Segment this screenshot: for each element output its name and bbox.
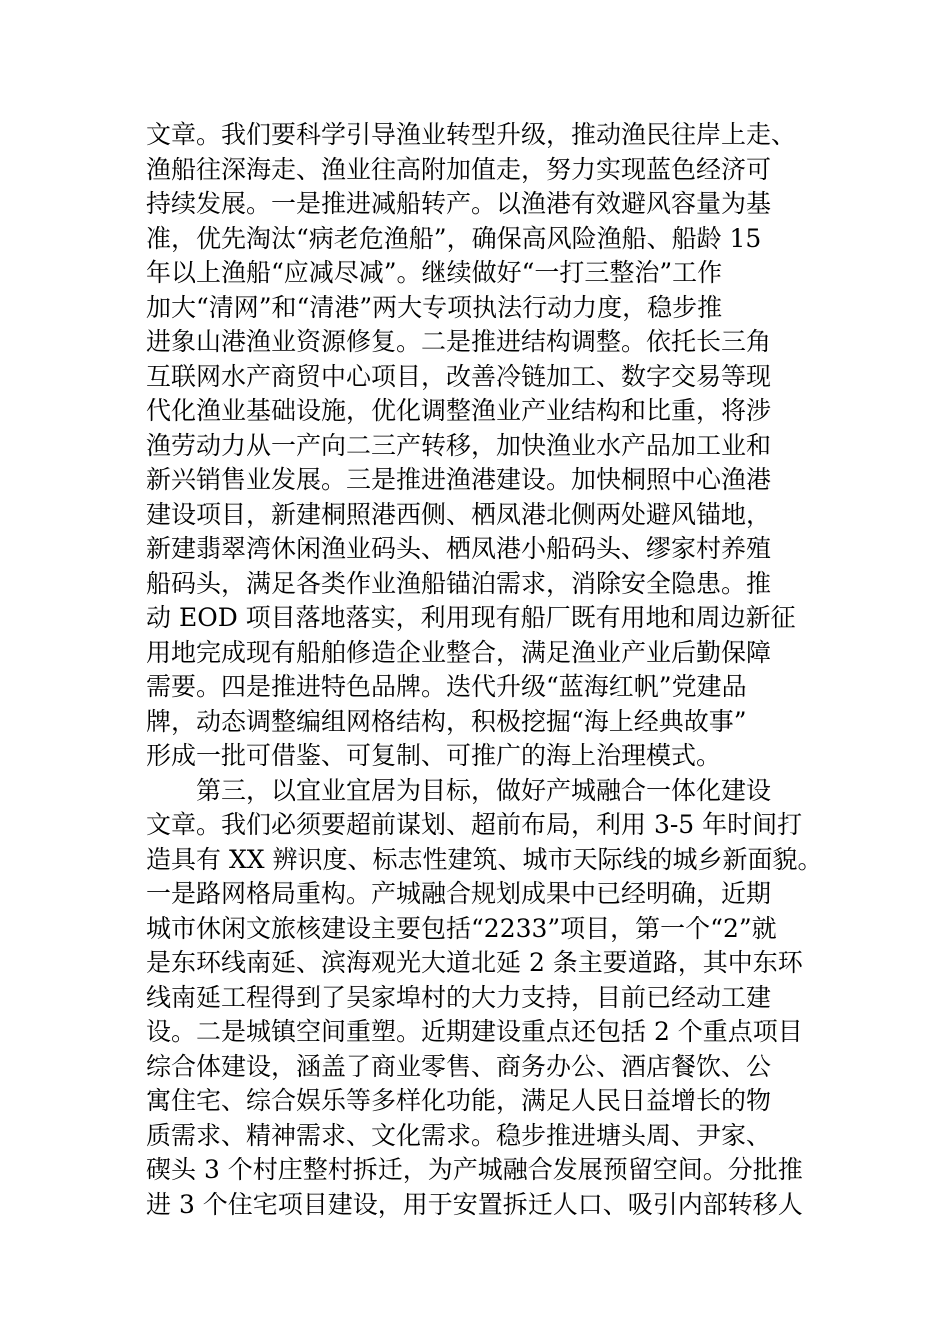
text-line: 进象山港渔业资源修复。二是推进结构调整。依托长三角	[146, 327, 772, 356]
text-line: 建设项目，新建桐照港西侧、栖凤港北侧两处避风锚地，	[146, 499, 772, 529]
text-line: 牌，动态调整编组网格结构，积极挖掘“海上经典故事”	[146, 706, 747, 736]
text-line: 形成一批可借鉴、可复制、可推广的海上治理模式。	[146, 741, 722, 770]
text-line: 渔劳动力从一产向二三产转移，加快渔业水产品加工业和	[146, 430, 772, 460]
text-line: 综合体建设，涵盖了商业零售、商务办公、酒店餐饮、公	[146, 1051, 772, 1081]
text-line: 进 3 个住宅项目建设，用于安置拆迁人口、吸引内部转移人	[146, 1189, 803, 1219]
text-line: 年以上渔船“应减尽减”。继续做好“一打三整治”工作	[146, 258, 723, 287]
text-line: 一是路网格局重构。产城融合规划成果中已经明确，近期	[146, 879, 772, 908]
text-line: 船码头，满足各类作业渔船锚泊需求，消除安全隐患。推	[146, 568, 772, 598]
text-line: 互联网水产商贸中心项目，改善冷链加工、数字交易等现	[146, 361, 772, 391]
text-line: 线南延工程得到了吴家埠村的大力支持，目前已经动工建	[146, 982, 772, 1012]
text-line: 用地完成现有船舶修造企业整合，满足渔业产业后勤保障	[146, 637, 772, 667]
text-line: 代化渔业基础设施，优化调整渔业产业结构和比重，将涉	[146, 396, 772, 425]
text-line: 造具有 XX 辨识度、标志性建筑、城市天际线的城乡新面貌。	[146, 844, 823, 874]
text-line: 新建翡翠湾休闲渔业码头、栖凤港小船码头、缪家村养殖	[146, 534, 772, 563]
text-line: 设。二是城镇空间重塑。近期建设重点还包括 2 个重点项目	[146, 1017, 803, 1046]
body-text	[146, 118, 826, 1222]
text-line: 渔船往深海走、渔业往高附加值走，努力实现蓝色经济可	[146, 154, 772, 184]
text-line: 寓住宅、综合娱乐等多样化功能，满足人民日益增长的物	[146, 1086, 772, 1115]
text-line: 质需求、精神需求、文化需求。稳步推进塘头周、尹家、	[146, 1120, 772, 1150]
text-line: 碶头 3 个村庄整村拆迁，为产城融合发展预留空间。分批推	[146, 1155, 803, 1184]
text-line: 加大“清网”和“清港”两大专项执法行动力度，稳步推	[146, 292, 723, 322]
text-line: 是东环线南延、滨海观光大道北延 2 条主要道路，其中东环	[146, 948, 803, 977]
text-line: 准，优先淘汰“病老危渔船”，确保高风险渔船、船龄 15	[146, 223, 762, 253]
text-line: 需要。四是推进特色品牌。迭代升级“蓝海红帆”党建品	[146, 672, 747, 701]
paragraph-start-line: 第三，以宜业宜居为目标，做好产城融合一体化建设	[146, 775, 772, 805]
text-line: 动 EOD 项目落地落实，利用现有船厂既有用地和周边新征	[146, 603, 796, 632]
text-line: 城市休闲文旅核建设主要包括“2233”项目，第一个“2”就	[146, 913, 777, 943]
text-line: 新兴销售业发展。三是推进渔港建设。加快桐照中心渔港	[146, 465, 772, 494]
text-line: 文章。我们必须要超前谋划、超前布局，利用 3-5 年时间打	[146, 810, 803, 839]
text-line: 持续发展。一是推进减船转产。以渔港有效避风容量为基	[146, 189, 772, 218]
text-line: 文章。我们要科学引导渔业转型升级，推动渔民往岸上走、	[146, 120, 797, 149]
